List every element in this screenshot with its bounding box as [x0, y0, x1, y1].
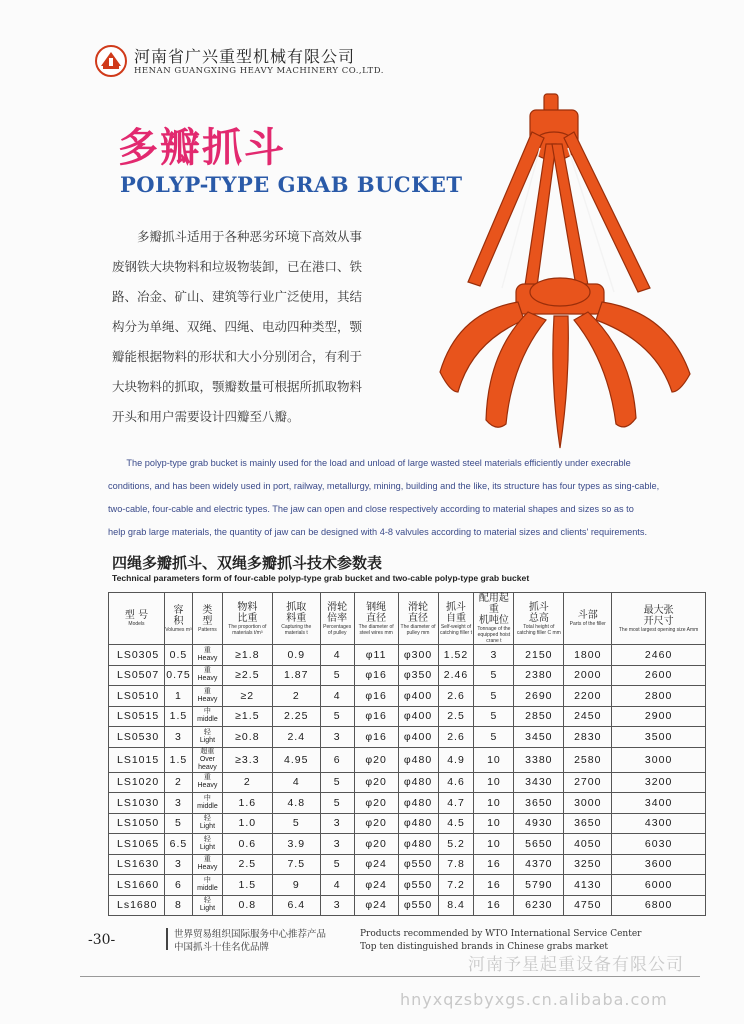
table-row	[109, 793, 706, 814]
table-header-cell	[164, 593, 192, 645]
capture-cell: 0.9	[272, 645, 320, 666]
wire-cell: φ16	[354, 686, 398, 707]
table-row	[109, 813, 706, 834]
header-cn-label: 抓取 料重	[286, 601, 307, 624]
pulley-d-cell: φ550	[398, 895, 438, 916]
pattern-en: Heavy	[197, 864, 218, 872]
product-title-cn: 多瓣抓斗	[118, 125, 286, 171]
pulley-d-cell: φ400	[398, 727, 438, 748]
header-en-label: Total height of catching filler C mm	[516, 623, 561, 636]
pattern-cn: 超重	[200, 747, 215, 755]
company-name-en: HENAN GUANGXING HEAVY MACHINERY CO.,LTD.	[134, 66, 384, 76]
crane-cell: 16	[474, 854, 514, 875]
height-cell: 3430	[514, 772, 564, 793]
pattern-en: Light	[199, 736, 216, 744]
header-cn-label: 物料 比重	[237, 601, 258, 624]
pattern-en: Light	[199, 843, 216, 851]
wire-cell: φ20	[354, 813, 398, 834]
model-cell: LS1065	[109, 834, 165, 855]
table-body	[109, 645, 706, 916]
header-en-label: The most largest opening size Amm	[618, 626, 699, 633]
pattern-cn: 轻	[203, 835, 211, 843]
crane-cell: 10	[474, 772, 514, 793]
description-en	[108, 452, 698, 544]
capture-cell: 7.5	[272, 854, 320, 875]
table-header-cell	[438, 593, 474, 645]
table-header-cell	[398, 593, 438, 645]
crane-cell: 10	[474, 747, 514, 772]
self-weight-cell: 8.4	[438, 895, 474, 916]
header-en-label: Volumes m³	[165, 626, 192, 633]
filler-cell: 2700	[564, 772, 612, 793]
table-row	[109, 645, 706, 666]
model-cell: Ls1680	[109, 895, 165, 916]
pulley-cell: 3	[320, 813, 354, 834]
table-row	[109, 854, 706, 875]
grab-bucket-image	[428, 92, 700, 452]
self-weight-cell: 2.46	[438, 665, 474, 686]
proportion-cell: 1.5	[222, 875, 272, 896]
opening-cell: 3600	[612, 854, 706, 875]
volume-cell: 1.5	[164, 747, 192, 772]
description-en-line: The polyp-type grab bucket is mainly used for the load and unload of large wasted steel materials efficiently under execrable	[108, 458, 631, 468]
company-logo-icon	[94, 44, 128, 78]
pattern-en: middle	[197, 884, 218, 892]
page-number: -30-	[88, 932, 116, 948]
table-header-row	[109, 593, 706, 645]
filler-cell: 2000	[564, 665, 612, 686]
table-header-cell	[612, 593, 706, 645]
self-weight-cell: 4.7	[438, 793, 474, 814]
company-name-cn: 河南省广兴重型机械有限公司	[134, 47, 356, 66]
volume-cell: 1	[164, 686, 192, 707]
pulley-cell: 5	[320, 706, 354, 727]
volume-cell: 3	[164, 854, 192, 875]
table-row	[109, 686, 706, 707]
crane-cell: 5	[474, 665, 514, 686]
crane-cell: 5	[474, 727, 514, 748]
opening-cell: 2460	[612, 645, 706, 666]
capture-cell: 2.4	[272, 727, 320, 748]
pattern-cn: 重	[203, 667, 211, 675]
height-cell: 2150	[514, 645, 564, 666]
opening-cell: 2900	[612, 706, 706, 727]
pattern-cn: 中	[203, 876, 211, 884]
pulley-cell: 6	[320, 747, 354, 772]
pattern-cell	[192, 813, 222, 834]
proportion-cell: 2.5	[222, 854, 272, 875]
model-cell: LS0507	[109, 665, 165, 686]
table-row	[109, 727, 706, 748]
pattern-cell	[192, 706, 222, 727]
wire-cell: φ16	[354, 727, 398, 748]
header-en-label: Models	[128, 621, 145, 627]
opening-cell: 6800	[612, 895, 706, 916]
header-cn-label: 抓斗 总高	[528, 601, 549, 624]
description-cn	[112, 222, 412, 432]
pulley-d-cell: φ480	[398, 747, 438, 772]
pattern-cn: 轻	[203, 897, 211, 905]
proportion-cell: 1.0	[222, 813, 272, 834]
table-row	[109, 706, 706, 727]
pulley-d-cell: φ550	[398, 854, 438, 875]
product-title-en: POLYP-TYPE GRAB BUCKET	[120, 172, 463, 197]
description-en-line: conditions, and has been widely used in port, railway, metallurgy, mining, building and the like, its structure has four types as sing-cable,	[108, 481, 660, 491]
pulley-cell: 3	[320, 895, 354, 916]
pulley-d-cell: φ350	[398, 665, 438, 686]
pulley-cell: 5	[320, 665, 354, 686]
pattern-cn: 重	[203, 646, 211, 654]
volume-cell: 5	[164, 813, 192, 834]
pattern-cell	[192, 875, 222, 896]
table-row	[109, 772, 706, 793]
filler-cell: 4130	[564, 875, 612, 896]
description-en-line: help grab large materials, the quantity of jaw can be designed with 4-8 valvules according to material sizes and clients' requirements.	[108, 527, 647, 537]
description-cn-line: 多瓣抓斗适用于各种恶劣环境下高效从事	[112, 229, 363, 244]
table-header-cell	[272, 593, 320, 645]
pulley-cell: 5	[320, 854, 354, 875]
header-en-label: Percentages of pulley	[323, 623, 352, 636]
header-cn-label: 抓斗 自重	[445, 601, 466, 624]
wire-cell: φ20	[354, 772, 398, 793]
pattern-en: Heavy	[197, 695, 218, 703]
pulley-cell: 5	[320, 793, 354, 814]
self-weight-cell: 2.6	[438, 727, 474, 748]
header-en-label: Parts of the filler	[569, 621, 606, 627]
volume-cell: 8	[164, 895, 192, 916]
filler-cell: 2830	[564, 727, 612, 748]
header-en-label: Self-weight of catching filler t	[440, 623, 472, 636]
model-cell: LS1015	[109, 747, 165, 772]
header-cn-label: 斗部	[577, 610, 598, 621]
crane-cell: 16	[474, 875, 514, 896]
volume-cell: 0.75	[164, 665, 192, 686]
table-header-cell	[474, 593, 514, 645]
self-weight-cell: 4.9	[438, 747, 474, 772]
header-cn-label: 滑轮 直径	[408, 601, 429, 624]
pattern-cell	[192, 793, 222, 814]
capture-cell: 4.8	[272, 793, 320, 814]
model-cell: LS1050	[109, 813, 165, 834]
description-cn-line: 路、冶金、矿山、建筑等行业广泛使用，其结	[112, 289, 363, 304]
pattern-cell	[192, 747, 222, 772]
filler-cell: 2580	[564, 747, 612, 772]
parameters-table	[108, 592, 706, 916]
proportion-cell: ≥0.8	[222, 727, 272, 748]
header-cn-label: 钢绳 直径	[366, 601, 387, 624]
volume-cell: 0.5	[164, 645, 192, 666]
proportion-cell: ≥2.5	[222, 665, 272, 686]
pattern-cn: 中	[203, 794, 211, 802]
pulley-d-cell: φ480	[398, 813, 438, 834]
footer-cn-line: 世界贸易组织国际服务中心推荐产品	[174, 929, 327, 940]
wire-cell: φ24	[354, 854, 398, 875]
model-cell: LS1630	[109, 854, 165, 875]
model-cell: LS0530	[109, 727, 165, 748]
capture-cell: 4	[272, 772, 320, 793]
proportion-cell: 0.6	[222, 834, 272, 855]
wire-cell: φ24	[354, 875, 398, 896]
volume-cell: 2	[164, 772, 192, 793]
table-header-cell	[109, 593, 165, 645]
table-row	[109, 875, 706, 896]
table-header-cell	[564, 593, 612, 645]
header-en-label: The proportion of materials t/m³	[228, 623, 267, 636]
filler-cell: 3250	[564, 854, 612, 875]
header-cn-label: 类 型	[202, 604, 213, 627]
description-cn-line: 瓣能根据物料的形状和大小分别闭合，有利于	[112, 349, 363, 364]
proportion-cell: 0.8	[222, 895, 272, 916]
pattern-cn: 轻	[203, 728, 211, 736]
height-cell: 2380	[514, 665, 564, 686]
crane-cell: 10	[474, 793, 514, 814]
capture-cell: 2.25	[272, 706, 320, 727]
height-cell: 3650	[514, 793, 564, 814]
proportion-cell: ≥3.3	[222, 747, 272, 772]
header-cn-label: 容 积	[173, 604, 184, 627]
pulley-d-cell: φ550	[398, 875, 438, 896]
footer-cn	[174, 928, 326, 954]
pulley-d-cell: φ480	[398, 793, 438, 814]
pulley-d-cell: φ480	[398, 772, 438, 793]
opening-cell: 2800	[612, 686, 706, 707]
opening-cell: 4300	[612, 813, 706, 834]
pulley-d-cell: φ400	[398, 706, 438, 727]
pattern-en: Heavy	[197, 654, 218, 662]
capture-cell: 5	[272, 813, 320, 834]
crane-cell: 10	[474, 834, 514, 855]
height-cell: 2850	[514, 706, 564, 727]
crane-cell: 16	[474, 895, 514, 916]
volume-cell: 6	[164, 875, 192, 896]
pattern-en: middle	[197, 716, 218, 724]
filler-cell: 2200	[564, 686, 612, 707]
header-en-label: Patterns	[198, 626, 217, 633]
wire-cell: φ16	[354, 706, 398, 727]
filler-cell: 3000	[564, 793, 612, 814]
height-cell: 5790	[514, 875, 564, 896]
pattern-cell	[192, 895, 222, 916]
pattern-cell	[192, 772, 222, 793]
height-cell: 4370	[514, 854, 564, 875]
height-cell: 6230	[514, 895, 564, 916]
footer-en-line: Top ten distinguished brands in Chinese grabs market	[360, 942, 609, 952]
opening-cell: 6030	[612, 834, 706, 855]
table-row	[109, 747, 706, 772]
opening-cell: 3200	[612, 772, 706, 793]
self-weight-cell: 2.6	[438, 686, 474, 707]
pattern-en: Light	[199, 905, 216, 913]
model-cell: LS0305	[109, 645, 165, 666]
description-cn-line: 构分为单绳、双绳、四绳、电动四种类型，颚	[112, 319, 363, 334]
table-title-en: Technical parameters form of four-cable polyp-type grab bucket and two-cable polyp-type grab bucket	[112, 573, 530, 583]
opening-cell: 3000	[612, 747, 706, 772]
height-cell: 4930	[514, 813, 564, 834]
height-cell: 2690	[514, 686, 564, 707]
table-row	[109, 665, 706, 686]
wire-cell: φ20	[354, 747, 398, 772]
header-cn-label: 最大张 开尺寸	[643, 604, 674, 627]
capture-cell: 3.9	[272, 834, 320, 855]
pattern-en: Heavy	[197, 782, 218, 790]
model-cell: LS0510	[109, 686, 165, 707]
wire-cell: φ16	[354, 665, 398, 686]
table-header-cell	[354, 593, 398, 645]
self-weight-cell: 2.5	[438, 706, 474, 727]
pulley-cell: 3	[320, 834, 354, 855]
pattern-en: Over heavy	[198, 755, 217, 771]
footer-en-line: Products recommended by WTO International Service Center	[360, 929, 642, 939]
description-cn-line: 废钢铁大块物料和垃圾物装卸，已在港口、铁	[112, 259, 363, 274]
header-cn-label: 型 号	[124, 610, 149, 621]
pattern-cn: 轻	[203, 815, 211, 823]
opening-cell: 3500	[612, 727, 706, 748]
pattern-cell	[192, 854, 222, 875]
self-weight-cell: 7.8	[438, 854, 474, 875]
pattern-cn: 重	[203, 856, 211, 864]
watermark-company: 河南予星起重设备有限公司	[468, 955, 684, 975]
pattern-cell	[192, 645, 222, 666]
volume-cell: 1.5	[164, 706, 192, 727]
filler-cell: 3650	[564, 813, 612, 834]
self-weight-cell: 4.5	[438, 813, 474, 834]
pattern-en: middle	[197, 802, 218, 810]
proportion-cell: 2	[222, 772, 272, 793]
crane-cell: 5	[474, 686, 514, 707]
capture-cell: 9	[272, 875, 320, 896]
crane-cell: 5	[474, 706, 514, 727]
self-weight-cell: 5.2	[438, 834, 474, 855]
description-en-line: two-cable, four-cable and electric types. The jaw can open and close respectively according to material shapes and sizes so as to	[108, 504, 634, 514]
crane-cell: 10	[474, 813, 514, 834]
pulley-cell: 4	[320, 686, 354, 707]
wire-cell: φ11	[354, 645, 398, 666]
pulley-d-cell: φ400	[398, 686, 438, 707]
filler-cell: 1800	[564, 645, 612, 666]
capture-cell: 2	[272, 686, 320, 707]
header-en-label: The diameter of steel wires mm	[358, 623, 394, 636]
model-cell: LS1660	[109, 875, 165, 896]
table-title-cn: 四绳多瓣抓斗、双绳多瓣抓斗技术参数表	[112, 554, 383, 572]
capture-cell: 6.4	[272, 895, 320, 916]
description-cn-line: 大块物料的抓取，颚瓣数量可根据所抓取物料	[112, 379, 363, 394]
table-header-cell	[320, 593, 354, 645]
pattern-cn: 重	[203, 774, 211, 782]
volume-cell: 6.5	[164, 834, 192, 855]
proportion-cell: ≥2	[222, 686, 272, 707]
pattern-en: Light	[199, 823, 216, 831]
watermark-url: hnyxqzsbyxgs.cn.alibaba.com	[400, 990, 668, 1009]
proportion-cell: 1.6	[222, 793, 272, 814]
pulley-cell: 3	[320, 727, 354, 748]
wire-cell: φ20	[354, 834, 398, 855]
volume-cell: 3	[164, 727, 192, 748]
footer-rule	[80, 976, 700, 977]
self-weight-cell: 4.6	[438, 772, 474, 793]
self-weight-cell: 1.52	[438, 645, 474, 666]
header-en-label: The diameter of pulley mm	[400, 623, 436, 636]
model-cell: LS0515	[109, 706, 165, 727]
pulley-cell: 4	[320, 645, 354, 666]
filler-cell: 4750	[564, 895, 612, 916]
wire-cell: φ20	[354, 793, 398, 814]
filler-cell: 2450	[564, 706, 612, 727]
table-row	[109, 834, 706, 855]
pattern-cell	[192, 727, 222, 748]
capture-cell: 4.95	[272, 747, 320, 772]
pulley-d-cell: φ300	[398, 645, 438, 666]
pattern-cell	[192, 686, 222, 707]
model-cell: LS1030	[109, 793, 165, 814]
description-cn-line: 开头和用户需要设计四瓣至八瓣。	[112, 409, 300, 424]
footer-cn-line: 中国抓斗十佳名优品牌	[174, 942, 270, 953]
header-en-label: Tonnage of the equipped hoist crane t	[477, 626, 511, 644]
pulley-cell: 5	[320, 772, 354, 793]
pattern-cell	[192, 834, 222, 855]
header-cn-label: 滑轮 倍率	[327, 601, 348, 624]
crane-cell: 3	[474, 645, 514, 666]
self-weight-cell: 7.2	[438, 875, 474, 896]
height-cell: 5650	[514, 834, 564, 855]
capture-cell: 1.87	[272, 665, 320, 686]
footer-divider	[166, 928, 168, 950]
opening-cell: 6000	[612, 875, 706, 896]
opening-cell: 3400	[612, 793, 706, 814]
header-en-label: Capturing the materials t	[281, 623, 312, 636]
model-cell: LS1020	[109, 772, 165, 793]
header-cn-label: 配用起重 机吨位	[478, 593, 509, 626]
filler-cell: 4050	[564, 834, 612, 855]
pulley-d-cell: φ480	[398, 834, 438, 855]
table-header-cell	[192, 593, 222, 645]
pattern-en: Heavy	[197, 675, 218, 683]
table-row	[109, 895, 706, 916]
pattern-cn: 重	[203, 687, 211, 695]
table-header-cell	[514, 593, 564, 645]
pulley-cell: 4	[320, 875, 354, 896]
pattern-cell	[192, 665, 222, 686]
wire-cell: φ24	[354, 895, 398, 916]
proportion-cell: ≥1.8	[222, 645, 272, 666]
volume-cell: 3	[164, 793, 192, 814]
pattern-cn: 中	[203, 708, 211, 716]
height-cell: 3380	[514, 747, 564, 772]
proportion-cell: ≥1.5	[222, 706, 272, 727]
opening-cell: 2600	[612, 665, 706, 686]
height-cell: 3450	[514, 727, 564, 748]
table-header-cell	[222, 593, 272, 645]
